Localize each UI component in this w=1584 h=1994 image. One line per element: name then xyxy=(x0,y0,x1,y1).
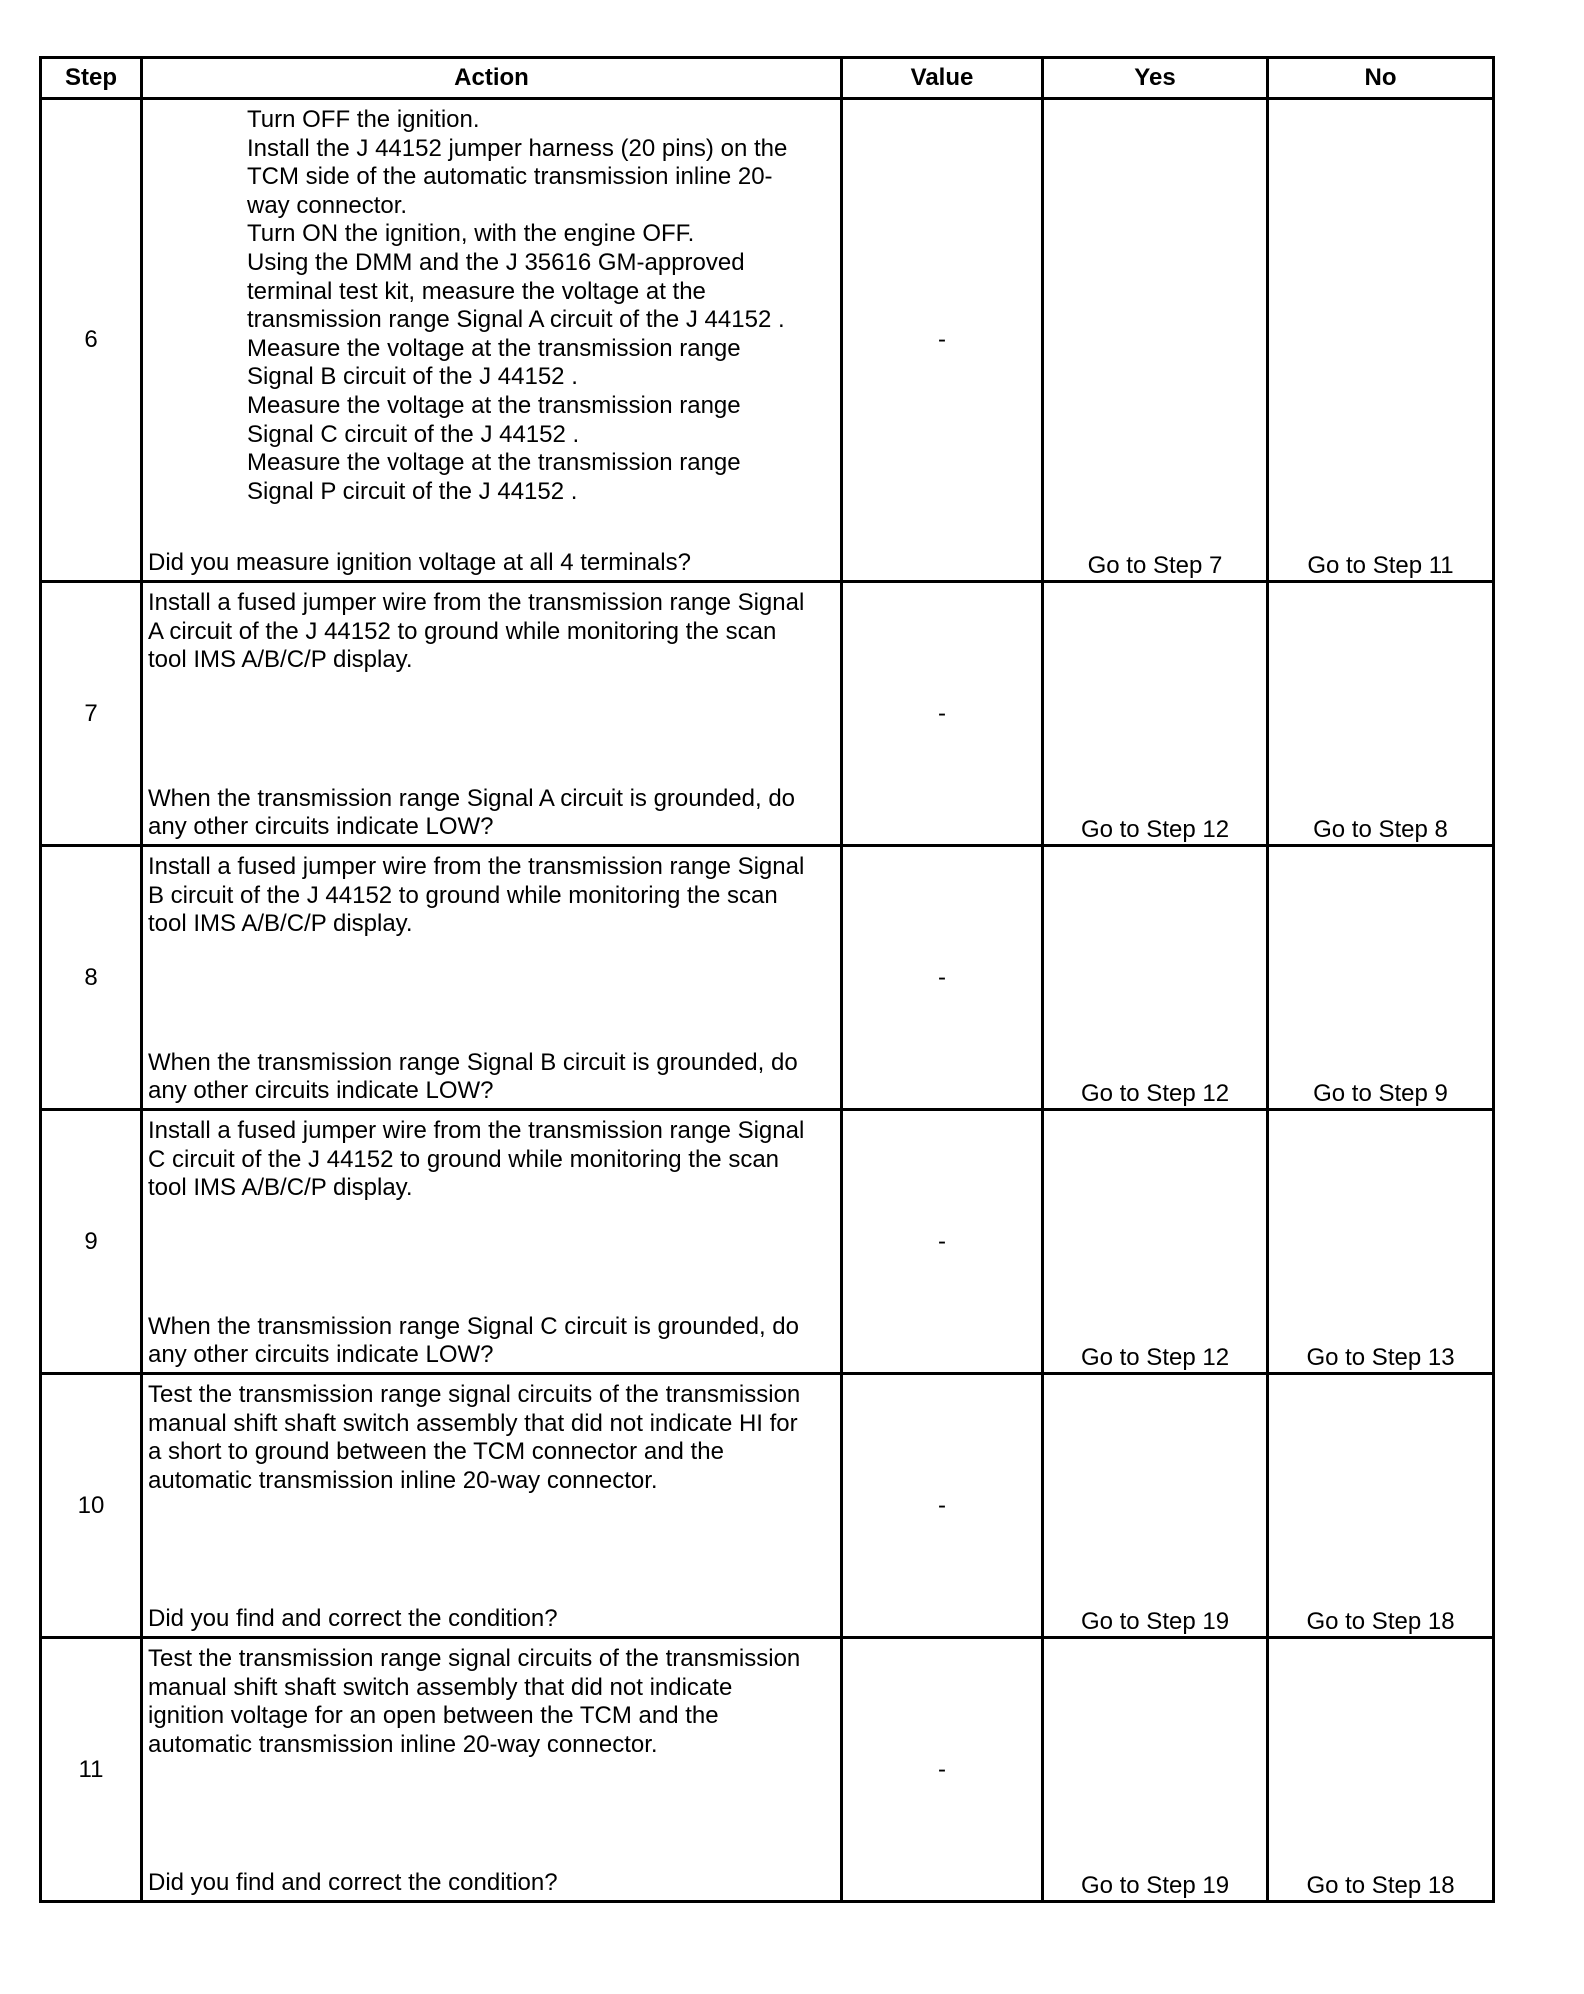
instruction-line: A circuit of the J 44152 to ground while monitoring the scan xyxy=(148,617,777,645)
instruction-line: Turn OFF the ignition. xyxy=(247,106,480,133)
step-number: 9 xyxy=(41,1110,142,1374)
action-instructions xyxy=(143,847,840,939)
header-no: No xyxy=(1268,58,1494,99)
no-cell: Go to Step 11 xyxy=(1268,99,1494,582)
step-number: 7 xyxy=(41,582,142,846)
action-cell xyxy=(142,1374,842,1638)
instruction-line: Measure the voltage at the transmission range xyxy=(247,391,741,419)
header-value: Value xyxy=(842,58,1043,99)
value-cell: - xyxy=(842,846,1043,1110)
no-cell: Go to Step 18 xyxy=(1268,1638,1494,1902)
no-cell: Go to Step 13 xyxy=(1268,1110,1494,1374)
instruction-line: Test the transmission range signal circuits of the transmission xyxy=(148,1645,801,1672)
header-yes: Yes xyxy=(1043,58,1268,99)
instruction-line: ignition voltage for an open between the TCM and the xyxy=(148,1702,719,1730)
action-question xyxy=(143,1049,840,1108)
instruction-line: Signal C circuit of the J 44152 . xyxy=(247,420,580,448)
value-cell: - xyxy=(842,1638,1043,1902)
header-step: Step xyxy=(41,58,142,99)
action-instructions xyxy=(143,1111,840,1203)
action-instructions xyxy=(143,583,840,675)
table-body xyxy=(41,99,1494,1902)
instruction-line: Signal P circuit of the J 44152 . xyxy=(247,477,578,505)
header-row xyxy=(41,58,1494,99)
action-cell xyxy=(142,1638,842,1902)
question-line: any other circuits indicate LOW? xyxy=(148,1077,494,1105)
question-line: When the transmission range Signal B circuit is grounded, do xyxy=(148,1048,798,1076)
question-line: When the transmission range Signal C circuit is grounded, do xyxy=(148,1312,799,1340)
instruction-line: Signal B circuit of the J 44152 . xyxy=(247,363,578,391)
instruction-line: a short to ground between the TCM connector and the xyxy=(148,1438,724,1466)
instruction-line: automatic transmission inline 20-way connector. xyxy=(148,1730,658,1758)
action-instructions xyxy=(143,100,840,506)
action-question xyxy=(143,1869,840,1900)
instruction-line: manual shift shaft switch assembly that did not indicate xyxy=(148,1673,733,1701)
question-line: When the transmission range Signal A circuit is grounded, do xyxy=(148,784,796,812)
no-cell: Go to Step 8 xyxy=(1268,582,1494,846)
header-action: Action xyxy=(142,58,842,99)
question-line: Did you find and correct the condition? xyxy=(148,1605,558,1633)
action-cell xyxy=(142,1110,842,1374)
yes-cell: Go to Step 12 xyxy=(1043,582,1268,846)
instruction-line: tool IMS A/B/C/P display. xyxy=(148,646,413,674)
action-instructions xyxy=(143,1375,840,1495)
instruction-line: Using the DMM and the J 35616 GM-approved xyxy=(247,248,745,276)
table-row xyxy=(41,1638,1494,1902)
instruction-line: terminal test kit, measure the voltage at the xyxy=(247,277,706,305)
instruction-line: Install a fused jumper wire from the transmission range Signal xyxy=(148,589,805,616)
question-line: Did you find and correct the condition? xyxy=(148,1869,558,1897)
instruction-line: TCM side of the automatic transmission inline 20- xyxy=(247,163,773,191)
instruction-line: manual shift shaft switch assembly that did not indicate HI for xyxy=(148,1409,798,1437)
instruction-line: tool IMS A/B/C/P display. xyxy=(148,1174,413,1202)
yes-cell: Go to Step 12 xyxy=(1043,1110,1268,1374)
table-row xyxy=(41,846,1494,1110)
instruction-line: Install a fused jumper wire from the transmission range Signal xyxy=(148,853,805,880)
action-question xyxy=(143,785,840,844)
diagnostic-table xyxy=(39,56,1495,1903)
value-cell: - xyxy=(842,1374,1043,1638)
instruction-line: Install the J 44152 jumper harness (20 pins) on the xyxy=(247,134,788,162)
instruction-line: C circuit of the J 44152 to ground while monitoring the scan xyxy=(148,1145,780,1173)
action-instructions xyxy=(143,1639,840,1759)
step-number: 8 xyxy=(41,846,142,1110)
instruction-line: Measure the voltage at the transmission range xyxy=(247,449,741,477)
question-line: Did you measure ignition voltage at all 4 terminals? xyxy=(148,549,691,577)
action-question xyxy=(143,549,840,580)
question-line: any other circuits indicate LOW? xyxy=(148,1341,494,1369)
table-row xyxy=(41,582,1494,846)
instruction-line: way connector. xyxy=(247,191,408,219)
table-row xyxy=(41,1374,1494,1638)
question-line: any other circuits indicate LOW? xyxy=(148,813,494,841)
instruction-line: transmission range Signal A circuit of the J 44152 . xyxy=(247,306,785,334)
instruction-line: Measure the voltage at the transmission range xyxy=(247,334,741,362)
action-cell xyxy=(142,582,842,846)
instruction-line: Turn ON the ignition, with the engine OFF. xyxy=(247,220,695,248)
instruction-line: Test the transmission range signal circuits of the transmission xyxy=(148,1381,801,1408)
yes-cell: Go to Step 19 xyxy=(1043,1374,1268,1638)
yes-cell: Go to Step 7 xyxy=(1043,99,1268,582)
step-number: 6 xyxy=(41,99,142,582)
table-row xyxy=(41,1110,1494,1374)
step-number: 11 xyxy=(41,1638,142,1902)
action-question xyxy=(143,1605,840,1636)
no-cell: Go to Step 18 xyxy=(1268,1374,1494,1638)
action-question xyxy=(143,1313,840,1372)
instruction-line: Install a fused jumper wire from the transmission range Signal xyxy=(148,1117,805,1144)
yes-cell: Go to Step 19 xyxy=(1043,1638,1268,1902)
action-cell xyxy=(142,99,842,582)
yes-cell: Go to Step 12 xyxy=(1043,846,1268,1110)
step-number: 10 xyxy=(41,1374,142,1638)
value-cell: - xyxy=(842,1110,1043,1374)
table-row xyxy=(41,99,1494,582)
value-cell: - xyxy=(842,582,1043,846)
no-cell: Go to Step 9 xyxy=(1268,846,1494,1110)
value-cell: - xyxy=(842,99,1043,582)
instruction-line: B circuit of the J 44152 to ground while monitoring the scan xyxy=(148,881,778,909)
instruction-line: automatic transmission inline 20-way connector. xyxy=(148,1466,658,1494)
instruction-line: tool IMS A/B/C/P display. xyxy=(148,910,413,938)
action-cell xyxy=(142,846,842,1110)
